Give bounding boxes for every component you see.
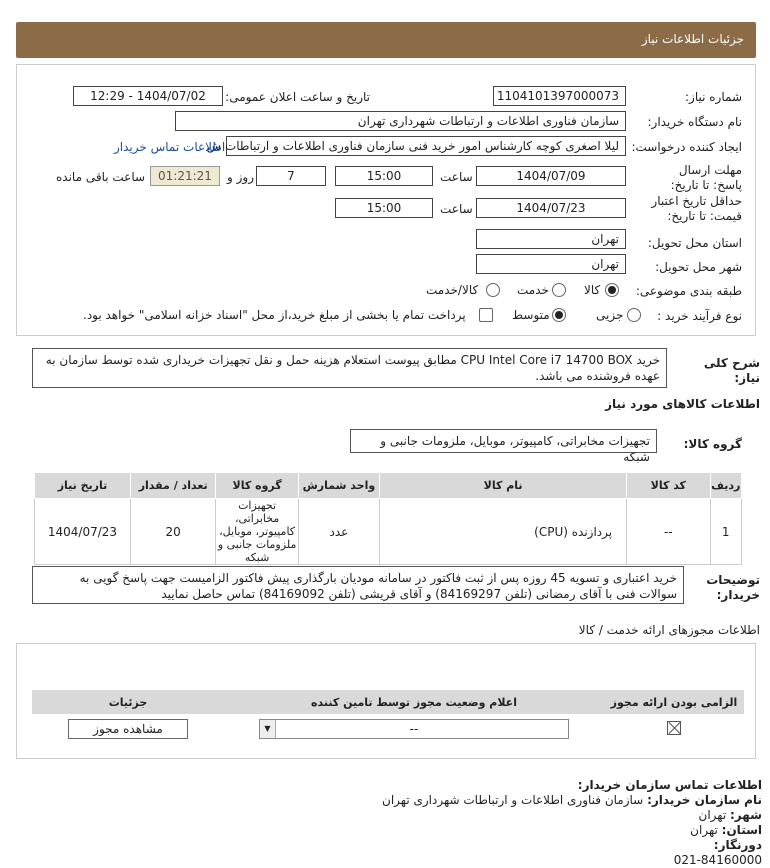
view-license-button[interactable]: مشاهده مجوز (68, 719, 188, 739)
goods-group-label: گروه کالا: (683, 437, 742, 451)
category-service-label: خدمت (517, 283, 549, 297)
category-goods-radio[interactable] (605, 283, 619, 297)
buyer-contact-title: اطلاعات تماس سازمان خریدار: (577, 778, 762, 792)
buyer-fax-value: 021-84160000 (673, 853, 762, 867)
remaining-time-field: 01:21:21 (150, 166, 220, 186)
goods-table (34, 472, 742, 565)
license-status-value: -- (409, 722, 419, 736)
col-group: گروه کالا (216, 473, 298, 499)
buyer-city-label: شهر: (730, 808, 762, 822)
need-number-field: 1104101397000073 (493, 86, 626, 106)
buyer-org-label: نام سازمان خریدار: (647, 793, 762, 807)
process-partial-radio[interactable] (627, 308, 641, 322)
col-date: تاریخ نیاز (35, 473, 131, 499)
province-field: تهران (476, 229, 626, 249)
notes-text: خرید اعتباری و تسویه 45 روزه پس از ثبت فاکتور در سامانه مودیان بارگذاری پیش فاکتور الزامیست جهت پاسخ گویی به سوالات فنی با آقای رمضانی (تلفن 84169297) و آقای قریشی (تلفن 84169092) تماس حاصل نمایید (32, 566, 684, 604)
remaining-label: ساعت باقی مانده (56, 170, 146, 184)
col-row: ردیف (710, 473, 742, 499)
process-partial-label: جزیی (596, 308, 624, 322)
treasury-payment-checkbox[interactable] (479, 308, 493, 322)
licenses-section-title: اطلاعات مجوزهای ارائه خدمت / کالا (578, 623, 760, 637)
buyer-contact-link[interactable]: اطلاعات تماس خریدار (114, 140, 226, 154)
goods-group-field: تجهیزات مخابراتی، کامپیوتر، موبایل، ملزومات جانبی و شبکه (350, 429, 657, 453)
buyer-field: سازمان فناوری اطلاعات و ارتباطات شهرداری تهران (175, 111, 626, 131)
need-number-label: شماره نیاز: (685, 90, 742, 104)
licenses-table (32, 690, 744, 744)
category-goods-label: کالا (584, 283, 601, 297)
buyer-province-label: استان: (721, 823, 762, 837)
row-qty: 20 (130, 499, 215, 565)
reply-date-field: 1404/07/09 (476, 166, 626, 186)
process-medium-label: متوسط (512, 308, 550, 322)
treasury-payment-note: پرداخت تمام یا بخشی از مبلغ خرید،از محل "اسناد خزانه اسلامی" خواهد بود. (83, 308, 466, 322)
col-license-required: الزامی بودن ارائه مجوز (604, 690, 744, 714)
col-code: کد کالا (627, 473, 710, 499)
validity-date-field: 1404/07/23 (476, 198, 626, 218)
license-status-select[interactable] (259, 719, 569, 739)
creator-field: لیلا اصغری کوچه کارشناس امور خرید فنی سازمان فناوری اطلاعات و ارتباطات ش (226, 136, 626, 156)
validity-time-label: ساعت (440, 202, 473, 216)
process-medium-radio[interactable] (552, 308, 566, 322)
row-code: -- (627, 499, 710, 565)
row-group: تجهیزات مخابراتی، کامپیوتر، موبایل، ملزومات جانبی و شبکه (217, 499, 297, 564)
col-license-details: جزئیات (32, 690, 224, 714)
disabled-checkbox-icon (667, 721, 681, 735)
buyer-contact-block (382, 778, 762, 868)
row-date: 1404/07/23 (35, 499, 131, 565)
validity-label: حداقل تاریخ اعتبار قیمت: تا تاریخ: (651, 194, 742, 223)
buyer-label: نام دستگاه خریدار: (647, 115, 742, 129)
days-label: روز و (227, 170, 254, 184)
reply-deadline-label: مهلت ارسال پاسخ: تا تاریخ: (670, 163, 742, 192)
license-required-cell (604, 714, 744, 744)
col-license-status: اعلام وضعیت مجوز توسط تامین کننده (224, 690, 604, 714)
buyer-fax-label: دورنگار: (713, 838, 762, 852)
page-header (16, 22, 756, 58)
reply-time-field: 15:00 (335, 166, 433, 186)
announce-field: 1404/07/02 - 12:29 (73, 86, 223, 106)
row-name: پردازنده (CPU) (380, 499, 627, 565)
category-both-radio[interactable] (486, 283, 500, 297)
table-row (32, 714, 744, 744)
category-both-label: کالا/خدمت (426, 283, 479, 297)
col-unit: واحد شمارش (298, 473, 379, 499)
buyer-province-value: تهران (690, 823, 718, 837)
table-row (35, 499, 742, 565)
row-number: 1 (710, 499, 742, 565)
row-unit: عدد (298, 499, 379, 565)
page-title: جزئیات اطلاعات نیاز (641, 32, 744, 46)
validity-time-field: 15:00 (335, 198, 433, 218)
goods-section-title: اطلاعات کالاهای مورد نیاز (605, 397, 760, 411)
col-name: نام کالا (380, 473, 627, 499)
license-status-cell (224, 714, 604, 744)
reply-time-label: ساعت (440, 170, 473, 184)
chevron-down-icon: ▼ (260, 720, 276, 738)
buyer-org-value: سازمان فناوری اطلاعات و ارتباطات شهرداری تهران (382, 793, 644, 807)
license-details-cell (32, 714, 224, 744)
announce-label: تاریخ و ساعت اعلان عمومی: (225, 90, 370, 104)
category-label: طبقه بندی موضوعی: (635, 284, 742, 298)
col-qty: تعداد / مقدار (130, 473, 215, 499)
days-field: 7 (256, 166, 326, 186)
province-label: استان محل تحویل: (647, 236, 742, 250)
summary-text: خرید CPU Intel Core i7 14700 BOX مطابق پیوست استعلام هزینه حمل و نقل تجهیزات خریداری شده توسط سازمان به عهده فروشنده می باشد. (32, 348, 667, 388)
buyer-city-value: تهران (698, 808, 727, 822)
summary-label: شرح کلی نیاز: (703, 356, 760, 385)
category-service-radio[interactable] (552, 283, 566, 297)
process-label: نوع فرآیند خرید : (657, 309, 742, 323)
city-field: تهران (476, 254, 626, 274)
creator-label: ایجاد کننده درخواست: (631, 140, 742, 154)
notes-label: توضیحات خریدار: (706, 573, 760, 602)
city-label: شهر محل تحویل: (655, 260, 742, 274)
